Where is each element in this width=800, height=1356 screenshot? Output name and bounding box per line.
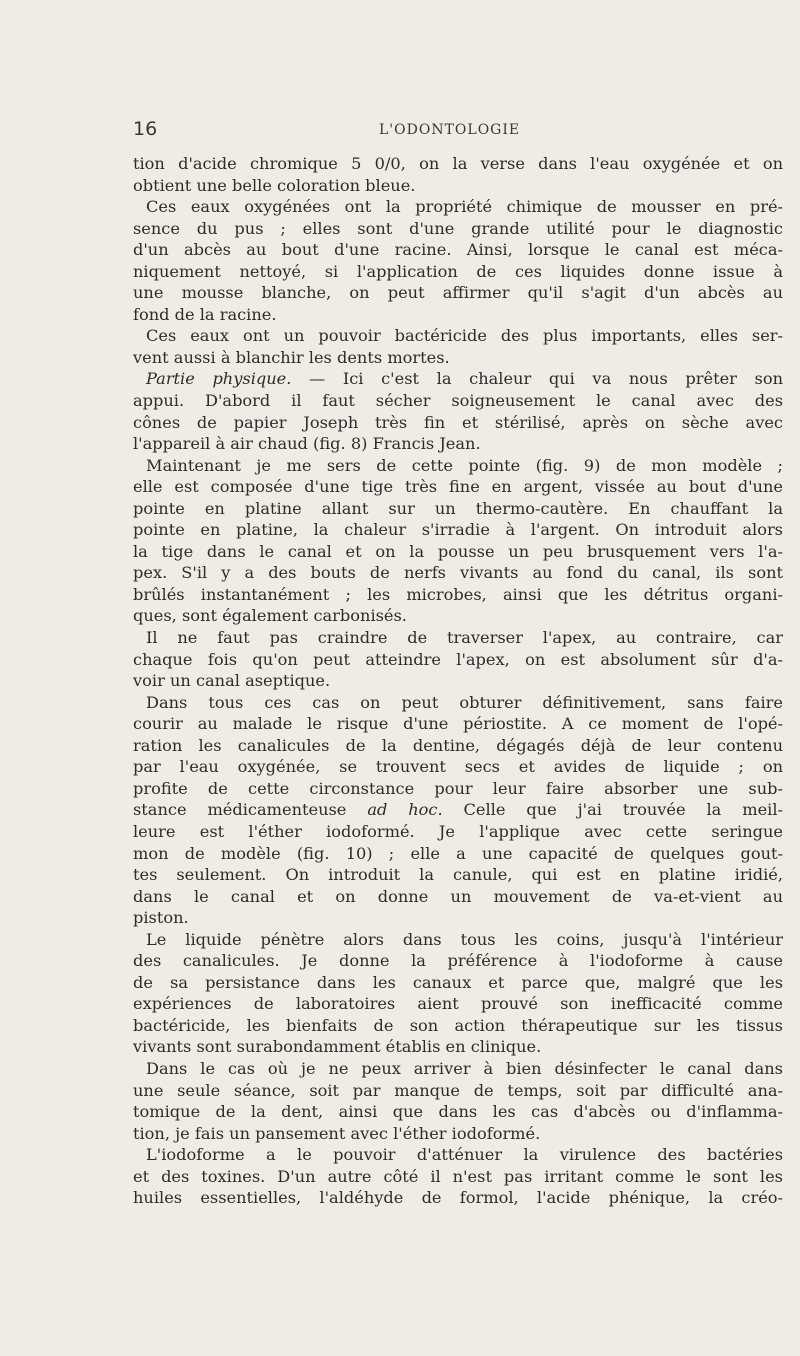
text-line: une mousse blanche, on peut affirmer qu'il s'agit d'un abcès au [133,283,783,303]
text-line: huiles essentielles, l'aldéhyde de formol, l'acide phénique, la créo- [133,1188,783,1208]
text-line: une seule séance, soit par manque de temps, soit par difficulté ana- [133,1080,783,1100]
text-line: profite de cette circonstance pour leur faire absorber une sub- [133,778,783,798]
text-line: bactéricide, les bienfaits de son action thérapeutique sur les tissus [133,1015,783,1035]
text-line: Dans le cas où je ne peux arriver à bien désinfecter le canal dans [146,1058,783,1078]
text-line: vent aussi à blanchir les dents mortes. [133,347,450,367]
text-line: L'iodoforme a le pouvoir d'atténuer la virulence des bactéries [146,1145,783,1165]
text-line: Partie physique. — Ici c'est la chaleur qui va nous prêter son [146,369,783,389]
text-line: niquement nettoyé, si l'application de ces liquides donne issue à [133,261,783,281]
text-line: voir un canal aseptique. [133,671,331,691]
body-text [133,153,783,1209]
text-line: leure est l'éther iodoformé. Je l'applique avec cette seringue [133,821,783,841]
text-line: appui. D'abord il faut sécher soigneusement le canal avec des [133,391,783,411]
text-line: et des toxines. D'un autre côté il n'est pas irritant comme le sont les [133,1166,783,1186]
page-header [133,118,783,148]
text-line: stance médicamenteuse ad hoc. Celle que j'ai trouvée la meil- [133,800,783,820]
text-line: dans le canal et on donne un mouvement de va-et-vient au [133,886,783,906]
text-line: chaque fois qu'on peut atteindre l'apex, on est absolument sûr d'a- [133,649,783,669]
text-line: tion, je fais un pansement avec l'éther iodoformé. [133,1123,541,1143]
text-line: pex. S'il y a des bouts de nerfs vivants au fond du canal, ils sont [133,563,783,583]
text-line: piston. [133,908,189,928]
text-line: de sa persistance dans les canaux et parce que, malgré que les [133,972,783,992]
text-line: mon de modèle (fig. 10) ; elle a une capacité de quelques gout- [133,843,783,863]
text-line: des canalicules. Je donne la préférence à l'iodoforme à cause [133,951,783,971]
text-line: elle est composée d'une tige très fine en argent, vissée au bout d'une [133,477,783,497]
text-line: l'appareil à air chaud (fig. 8) Francis Jean. [133,434,481,454]
text-line: obtient une belle coloration bleue. [133,175,416,195]
text-line: tion d'acide chromique 5 0/0, on la verse dans l'eau oxygénée et on [133,154,783,173]
italic-phrase: Partie physique. [146,369,292,389]
text-line: Ces eaux ont un pouvoir bactéricide des plus importants, elles ser- [146,326,783,346]
text-line: brûlés instantanément ; les microbes, ainsi que les détritus organi- [133,584,783,604]
page-number: 16 [133,118,158,140]
text-line: vivants sont surabondamment établis en clinique. [133,1037,542,1057]
text-line: fond de la racine. [133,304,277,324]
text-line: sence du pus ; elles sont d'une grande utilité pour le diagnostic [133,218,783,238]
text-line: Le liquide pénètre alors dans tous les coins, jusqu'à l'intérieur [146,929,783,949]
text-line: cônes de papier Joseph très fin et stérilisé, après on sèche avec [133,412,783,432]
italic-phrase: ad hoc. [367,800,443,820]
text-line: Ces eaux oxygénées ont la propriété chimique de mousser en pré- [146,197,783,217]
text-line: courir au malade le risque d'une périostite. A ce moment de l'opé- [133,714,783,734]
text-line: ration les canalicules de la dentine, dégagés déjà de leur contenu [133,735,783,755]
text-line: la tige dans le canal et on la pousse un peu brusquement vers l'a- [133,541,783,561]
text-line: Dans tous ces cas on peut obturer définitivement, sans faire [146,692,783,712]
text-line: ques, sont également carbonisés. [133,606,407,626]
text-line: tes seulement. On introduit la canule, qui est en platine iridié, [133,865,783,885]
text-line: Maintenant je me sers de cette pointe (fig. 9) de mon modèle ; [146,455,783,475]
text-line: pointe en platine allant sur un thermo-cautère. En chauffant la [133,498,783,518]
text-line: Il ne faut pas craindre de traverser l'apex, au contraire, car [146,628,783,648]
running-title: L'ODONTOLOGIE [379,122,521,138]
text-line: pointe en platine, la chaleur s'irradie à l'argent. On introduit alors [133,520,783,540]
text-line: d'un abcès au bout d'une racine. Ainsi, lorsque le canal est méca- [133,240,783,260]
text-line: par l'eau oxygénée, se trouvent secs et avides de liquide ; on [133,757,783,777]
text-line: expériences de laboratoires aient prouvé son inefficacité comme [133,994,783,1014]
text-line: tomique de la dent, ainsi que dans les cas d'abcès ou d'inflamma- [133,1102,783,1122]
